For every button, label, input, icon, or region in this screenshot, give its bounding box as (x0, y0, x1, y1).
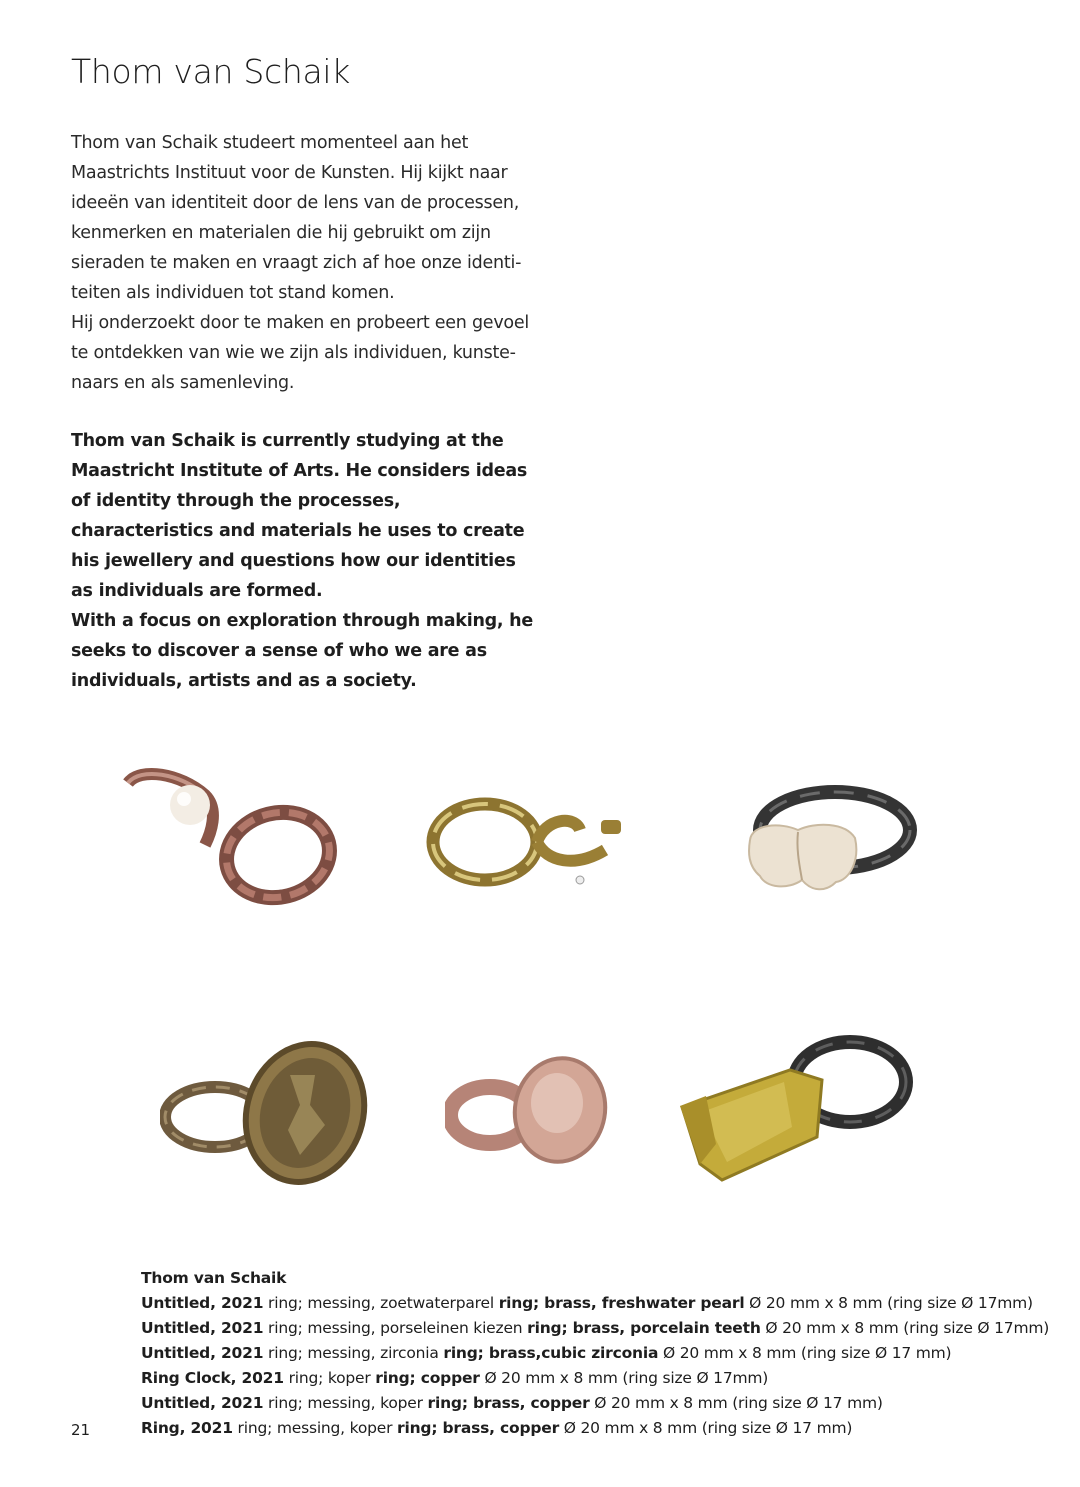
caption-dimensions: Ø 20 mm x 8 mm (ring size Ø 17mm) (760, 1319, 1050, 1337)
ring-photo-gold-foil (672, 1032, 917, 1187)
caption-title: Untitled, 2021 (141, 1344, 264, 1362)
english-bio-paragraph: Thom van Schaik is currently studying at the Maastricht Institute of Arts. He considers ideas of identity through the processes, characteristics and materials he uses to create his jewellery and questions how our identities as individuals are formed. (71, 431, 528, 601)
caption-heading: Thom van Schaik (141, 1269, 287, 1287)
caption-materials-nl: ring; messing, porseleinen kiezen (263, 1319, 528, 1337)
caption-title: Untitled, 2021 (141, 1319, 264, 1337)
caption-materials-en: ring; brass, copper (427, 1394, 590, 1412)
caption-materials-en: ring; brass, porcelain teeth (527, 1319, 761, 1337)
caption-materials-nl: ring; messing, zirconia (263, 1344, 444, 1362)
caption-dimensions: Ø 20 mm x 8 mm (ring size Ø 17 mm) (559, 1419, 853, 1437)
caption-materials-nl: ring; messing, zoetwaterparel (263, 1294, 499, 1312)
caption-materials-en: ring; brass, freshwater pearl (498, 1294, 745, 1312)
english-bio (71, 426, 541, 696)
caption-dimensions: Ø 20 mm x 8 mm (ring size Ø 17mm) (744, 1294, 1033, 1312)
caption-materials-en: ring; brass, copper (397, 1419, 560, 1437)
ring-photo-pearl (110, 755, 350, 915)
caption-title: Ring, 2021 (141, 1419, 233, 1437)
caption-title: Ring Clock, 2021 (141, 1369, 284, 1387)
dutch-bio-paragraph: Thom van Schaik studeert momenteel aan het Maastrichts Instituut voor de Kunsten. Hij kijkt naar ideeën van identiteit door de lens van de processen, kenmerken en materialen die hij gebruikt om zijn sieraden te maken en vraagt zich af hoe onze identiteiten als individuen tot stand komen. (71, 133, 522, 303)
caption-line (141, 1316, 1049, 1341)
ring-photo-brass-hook (425, 790, 625, 905)
caption-title: Untitled, 2021 (141, 1394, 264, 1412)
caption-materials-nl: ring; messing, koper (232, 1419, 398, 1437)
ring-photo-teeth (740, 780, 920, 910)
dutch-bio-paragraph: Hij onderzoekt door te maken en probeert een gevoel te ontdekken van wie we zijn als individuen, kunstenaars en als samenleving. (71, 313, 530, 393)
caption-line (141, 1291, 1049, 1316)
caption-materials-nl: ring; koper (283, 1369, 376, 1387)
caption-dimensions: Ø 20 mm x 8 mm (ring size Ø 17 mm) (589, 1394, 883, 1412)
caption-materials-nl: ring; messing, koper (263, 1394, 428, 1412)
dutch-bio (71, 128, 541, 398)
caption-materials-en: ring; brass,cubic zirconia (443, 1344, 659, 1362)
english-bio-paragraph: With a focus on exploration through making, he seeks to discover a sense of who we are as individuals, artists and as a society. (71, 611, 533, 691)
caption-title: Untitled, 2021 (141, 1294, 264, 1312)
caption-dimensions: Ø 20 mm x 8 mm (ring size Ø 17mm) (479, 1369, 769, 1387)
caption-line (141, 1416, 1049, 1441)
caption-block (141, 1266, 1049, 1441)
ring-photo-rose-copper (445, 1055, 615, 1170)
ring-photo-signet-brass (160, 1035, 375, 1190)
caption-line (141, 1366, 1049, 1391)
page-title: Thom van Schaik (71, 52, 351, 91)
caption-line (141, 1391, 1049, 1416)
page-number: 21 (71, 1421, 91, 1439)
caption-dimensions: Ø 20 mm x 8 mm (ring size Ø 17 mm) (658, 1344, 952, 1362)
caption-materials-en: ring; copper (375, 1369, 480, 1387)
caption-line (141, 1341, 1049, 1366)
